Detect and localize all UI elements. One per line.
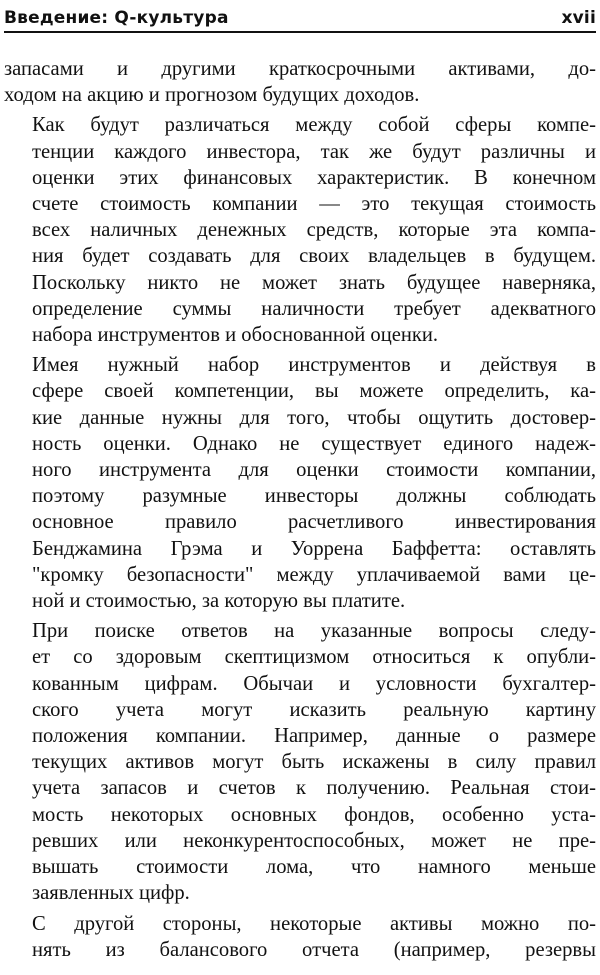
text-line: набора инструментов и обоснованной оценки. <box>32 324 439 347</box>
text-line: ного инструмента для оценки стоимости компании, <box>32 459 596 482</box>
text-line: тенции каждого инвестора, так же будут различны и <box>32 140 596 163</box>
text-line: сфере своей компетенции, вы можете определить, ка- <box>32 380 596 403</box>
text-line: нять из балансового отчета (например, резервы <box>32 938 596 961</box>
paragraph <box>4 352 596 614</box>
paragraph <box>4 618 596 906</box>
paragraph <box>4 56 596 108</box>
text-line: запасами и другими краткосрочными активами, до- <box>4 58 596 80</box>
text-line: заявленных цифр. <box>32 882 190 905</box>
header-rule <box>4 31 596 33</box>
running-header <box>4 2 596 28</box>
text-line: текущих активов могут быть искажены в силу правил <box>32 751 596 774</box>
text-line: "кромку безопасности" между уплачиваемой вами це- <box>32 563 596 586</box>
text-line: счете стоимость компании — это текущая стоимость <box>32 193 596 216</box>
text-line: Имея нужный набор инструментов и действуя в <box>32 354 596 377</box>
text-line: ет со здоровым скептицизмом относиться к опубли- <box>32 646 596 669</box>
text-line: оценки этих финансовых характеристик. В конечном <box>32 166 596 189</box>
text-line: основное правило расчетливого инвестирования <box>32 511 596 534</box>
text-line: ского учета могут исказить реальную картину <box>32 698 596 721</box>
text-line: ревших или неконкурентоспособных, может не пре- <box>32 829 596 852</box>
text-line: Бенджамина Грэма и Уоррена Баффетта: оставлять <box>32 537 596 560</box>
text-line: ность оценки. Однако не существует единого надеж- <box>32 432 596 455</box>
text-line: Поскольку никто не может знать будущее наверняка, <box>32 271 596 294</box>
text-line: ния будет создавать для своих владельцев в будущем. <box>32 245 596 268</box>
page-number: xvii <box>561 8 596 28</box>
text-line: При поиске ответов на указанные вопросы следу- <box>32 620 596 643</box>
text-line: мость некоторых основных фондов, особенно уста- <box>32 803 596 826</box>
text-line: определение суммы наличности требует адекватного <box>32 297 596 320</box>
text-line: кованным цифрам. Обычаи и условности бухгалтер- <box>32 672 596 695</box>
text-line: ной и стоимостью, за которую вы платите. <box>32 590 406 613</box>
text-line: Как будут различаться между собой сферы компе- <box>32 114 596 137</box>
text-line: вышать стоимости лома, что намного меньше <box>32 856 596 879</box>
section-title: Введение: Q-культура <box>4 8 229 28</box>
text-line: поэтому разумные инвесторы должны соблюдать <box>32 485 596 508</box>
text-line: всех наличных денежных средств, которые эта компа- <box>32 219 596 242</box>
body-text <box>4 56 596 967</box>
paragraph <box>4 911 596 963</box>
text-line: положения компании. Например, данные о размере <box>32 725 596 748</box>
text-line: С другой стороны, некоторые активы можно по- <box>32 912 596 935</box>
text-line: кие данные нужны для того, чтобы ощутить достовер- <box>32 406 596 429</box>
text-line: учета запасов и счетов к получению. Реальная стои- <box>32 777 596 800</box>
text-line: ходом на акцию и прогнозом будущих доходов. <box>4 84 420 107</box>
paragraph <box>4 112 596 348</box>
